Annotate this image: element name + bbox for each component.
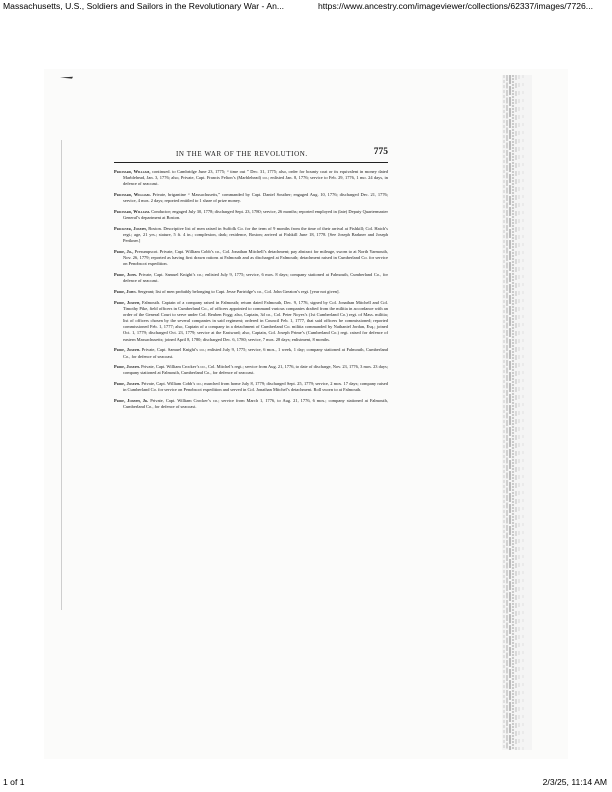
- scan-mark: [60, 76, 74, 80]
- browser-print-footer: [0, 776, 612, 790]
- soldier-entry: [114, 192, 388, 204]
- browser-print-header: [0, 0, 612, 14]
- soldier-record: Private, Capt. Samuel Knight’s co.; enlisted July 9, 1775; service, 6 mos. 8 days; company stationed at Falmouth, Cumberland Co., for defence of seacoast.: [123, 272, 389, 284]
- soldier-record: Private, Capt. Samuel Knight’s co.; enlisted July 9, 1775; service, 6 mos., 1 week, 1 day; company stationed at Falmouth, Cumberland Co., for defence of seacoast.: [123, 347, 388, 359]
- soldier-entries: [114, 169, 388, 410]
- soldier-entry: [114, 364, 388, 376]
- soldier-entry: [114, 226, 388, 244]
- soldier-name: Pride, John.: [114, 288, 137, 294]
- soldier-name: Prickner, Joseph,: [114, 225, 147, 231]
- soldier-record: Private, brigantine “ Massachusetts,” commanded by Capt. Daniel Souther; engaged Aug. 10, 1776; discharged Dec. 21, 1776; service, 4 mos. 2 days; reported entitled to 1 share of prize money.: [123, 192, 388, 204]
- page-number: 775: [373, 147, 388, 157]
- soldier-record: continued. to Cambridge June 23, 1775; “ time out ” Dec. 31, 1775; also, order for bounty coat or its equivalent in money dated Marblehead, Jan. 3, 1776; also, Private, Capt. Francis Felton’s (Marblehead) co.; enlisted Jan. 8, 1776; service to Feb. 29, 1776, 1 mo. 24 days, in defence of seacoast.: [123, 169, 388, 187]
- soldier-entry: [114, 209, 388, 221]
- soldier-entry: [114, 347, 388, 359]
- soldier-name: Pride, Joseph.: [114, 381, 141, 387]
- running-head: [114, 147, 388, 163]
- soldier-name: Pride, Joseph, Jr.: [114, 398, 149, 404]
- soldier-name: Prichard, William.: [114, 208, 151, 214]
- page-edge-shadow: [488, 75, 532, 750]
- soldier-name: Pride, Joseph,: [114, 299, 141, 305]
- soldier-entry: [114, 300, 388, 343]
- scan-artifact-line: [60, 140, 63, 610]
- soldier-name: Pride, Joseph.: [114, 347, 141, 353]
- book-page-text: [114, 147, 389, 415]
- soldier-record: Private, Capt. William Crocker’s co.; service from March 1, 1776, to Aug. 21, 1776, 6 mos.; company stationed at Falmouth, Cumberland Co., for defence of seacoast.: [123, 398, 388, 410]
- soldier-name: Prichard, William.: [114, 192, 151, 198]
- soldier-entry: [114, 381, 388, 393]
- soldier-entry: [114, 249, 388, 267]
- soldier-record: Private, Capt. William Crocker’s co., Col. Mitchel’s regt.; service from Aug. 21, 1776, to date of discharge, Nov. 23, 1776, 3 mos. 23 days; company stationed at Falmouth, Cumberland Co., for defence of seacoast.: [123, 364, 389, 376]
- soldier-name: Pride, Jo.,: [114, 248, 134, 254]
- soldier-record: Conductor; engaged July 30, 1778; discharged Sept. 23, 1780; service, 26 months; reported employed in (late) Deputy Quartermaster General’s department at Boston.: [123, 208, 388, 221]
- soldier-name: Pride, John.: [114, 272, 138, 277]
- soldier-entry: [114, 272, 388, 284]
- soldier-name: Prichard, William,: [114, 169, 151, 174]
- soldier-record: Falmouth. Captain of a company raised in Falmouth; return dated Falmouth, Dec. 9, 1776, signed by Col. Jonathan Mitchell and Col. Timothy Pike, field officers in Cumberland Co., of officers appointed to command various companies drafted from the militia in accordance with an order of the General Court to serve under Col. Reuben Fogg; also, Captain, 3d co., Col. Peter Noyes’s (1st Cumberland Co.) regt. of Mass. militia; list of officers chosen by the several companies in said regiment; ordered in Council Feb. 1, 1777, that said officers be commissioned; reported commissioned Feb. 1, 1777; also, Captain of a company in a detachment of Cumberland Co. militia commanded by Nathaniel Jordan, Esq.; joined Oct. 1, 1779; discharged Oct. 23, 1779; service at the Eastward; also, Captain, Col. Joseph Prime’s (Cumberland Co.) regt. raised for defence of eastern Massachusetts; joined April 8, 1780; discharged Dec. 6, 1780; service, 7 mos. 28 days; enlistment, 8 months.: [123, 299, 388, 342]
- soldier-record: Boston. Descriptive list of men raised in Suffolk Co. for the term of 9 months from the time of their arrival at Fishkill; Col. Hatch’s regt.; age, 21 yrs.; stature, 5 ft. 4 in.; complexion, dark; residence, Boston; arrived at Fishkill June 18, 1778. [See Joseph Barkner and Joseph Perikner.]: [123, 225, 388, 244]
- soldier-record: Presumpscot. Private, Capt. William Cobb’s co., Col. Jonathan Mitchell’s detachment; pay abstract for mileage, sworn to at North Yarmouth, Nov. 26, 1779; reported as having first drawn rations at Falmouth and as discharged at Falmouth; detachment raised in Cumberland Co. for service on Penobscot expedition.: [123, 248, 389, 267]
- soldier-entry: [114, 289, 388, 295]
- print-timestamp: 2/3/25, 11:14 AM: [542, 777, 607, 787]
- soldier-record: Private, Capt. William Cobb’s co.; marched from home July 8, 1779; discharged Sept. 25, 1779; service, 2 mos. 17 days; company raised in Cumberland Co. for service on Penobscot expedition and served in Col. Jonathan Mitchel’s detachment. Roll sworn to at Falmouth.: [123, 381, 388, 393]
- running-head-title: IN THE WAR OF THE REVOLUTION.: [176, 150, 308, 158]
- soldier-record: Sergeant; list of men probably belonging to Capt. Jesse Partridge’s co., Col. John Greaton’s regt. [year not given].: [136, 288, 340, 294]
- page-count: 1 of 1: [3, 777, 25, 787]
- page-url: https://www.ancestry.com/imageviewer/collections/62337/images/7726...: [318, 1, 593, 11]
- soldier-name: Pride, Joseph.: [114, 364, 140, 370]
- page-title: Massachusetts, U.S., Soldiers and Sailors in the Revolutionary War - An...: [3, 1, 285, 11]
- soldier-entry: [114, 398, 388, 410]
- soldier-entry: [114, 169, 388, 187]
